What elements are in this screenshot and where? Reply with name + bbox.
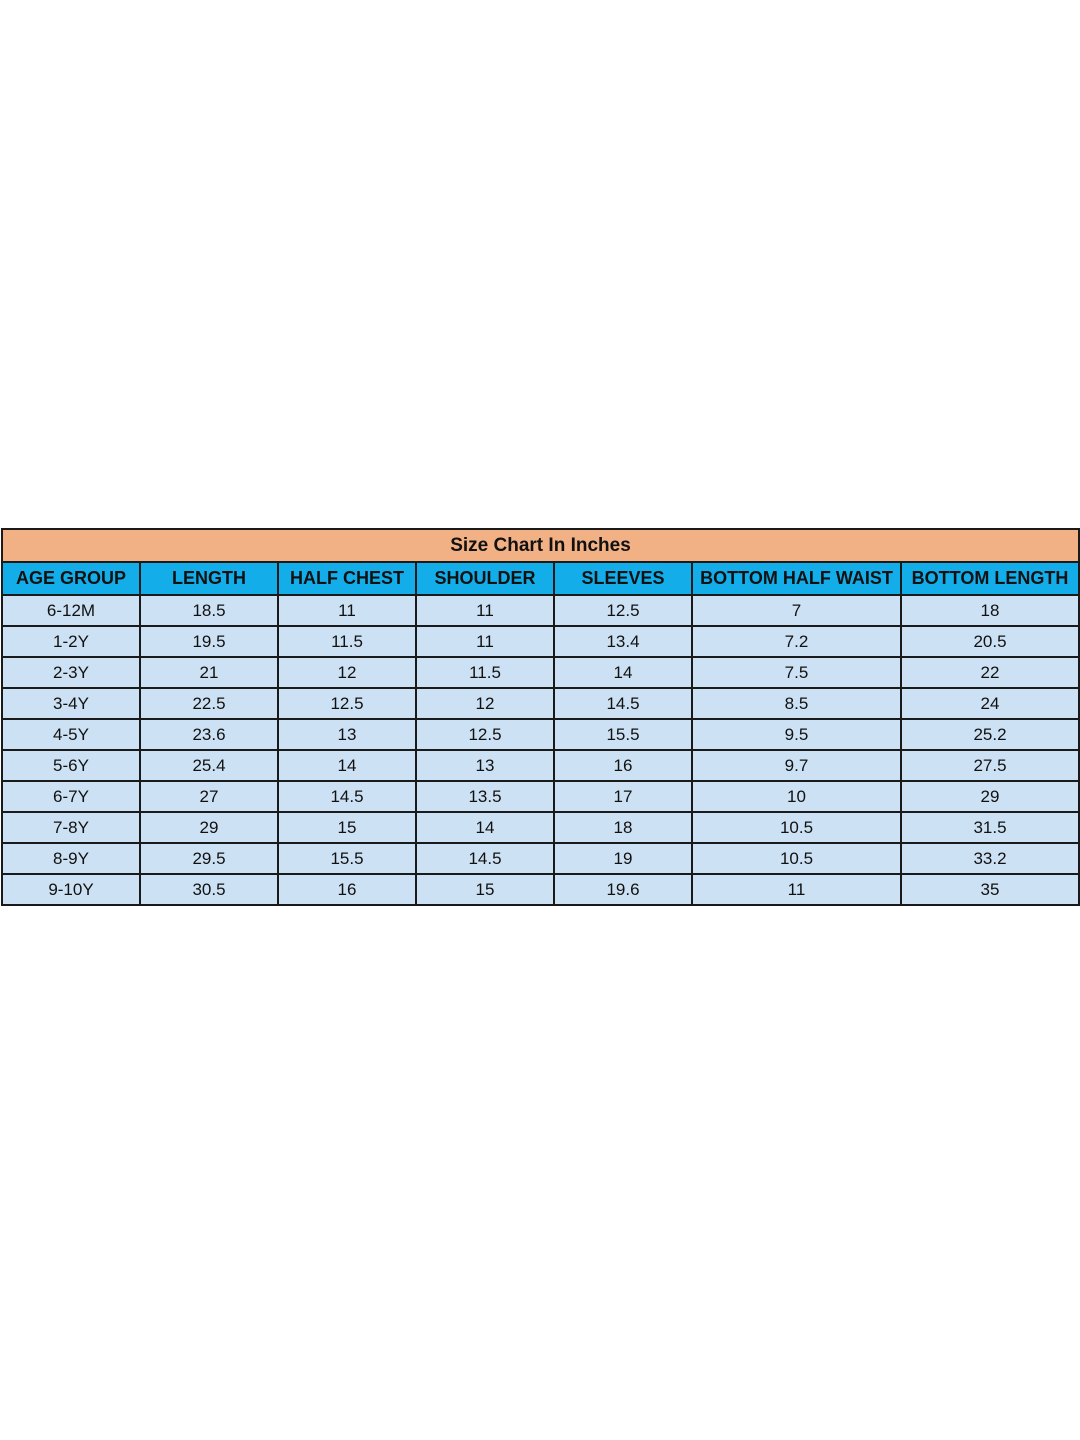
cell-length: 25.4 (140, 750, 278, 781)
column-header-length: LENGTH (140, 562, 278, 595)
cell-bottom-half-waist: 9.7 (692, 750, 901, 781)
cell-shoulder: 14 (416, 812, 554, 843)
table-row (2, 750, 1079, 781)
cell-shoulder: 15 (416, 874, 554, 905)
cell-age-group: 7-8Y (2, 812, 140, 843)
table-row (2, 595, 1079, 626)
cell-sleeves: 19 (554, 843, 692, 874)
cell-bottom-length: 29 (901, 781, 1079, 812)
cell-sleeves: 18 (554, 812, 692, 843)
cell-bottom-half-waist: 10 (692, 781, 901, 812)
cell-bottom-length: 20.5 (901, 626, 1079, 657)
cell-bottom-length: 31.5 (901, 812, 1079, 843)
cell-age-group: 9-10Y (2, 874, 140, 905)
cell-half-chest: 11.5 (278, 626, 416, 657)
cell-bottom-length: 27.5 (901, 750, 1079, 781)
cell-shoulder: 12.5 (416, 719, 554, 750)
cell-age-group: 3-4Y (2, 688, 140, 719)
cell-age-group: 6-7Y (2, 781, 140, 812)
cell-length: 22.5 (140, 688, 278, 719)
cell-half-chest: 16 (278, 874, 416, 905)
cell-age-group: 8-9Y (2, 843, 140, 874)
table-row (2, 626, 1079, 657)
cell-half-chest: 12 (278, 657, 416, 688)
cell-length: 30.5 (140, 874, 278, 905)
cell-bottom-length: 35 (901, 874, 1079, 905)
table-row (2, 843, 1079, 874)
cell-shoulder: 11 (416, 626, 554, 657)
cell-length: 19.5 (140, 626, 278, 657)
cell-bottom-half-waist: 7 (692, 595, 901, 626)
table-row (2, 719, 1079, 750)
cell-length: 23.6 (140, 719, 278, 750)
column-header-age-group: AGE GROUP (2, 562, 140, 595)
size-chart-body (2, 595, 1079, 905)
cell-half-chest: 14 (278, 750, 416, 781)
cell-sleeves: 19.6 (554, 874, 692, 905)
cell-sleeves: 14 (554, 657, 692, 688)
cell-half-chest: 14.5 (278, 781, 416, 812)
cell-age-group: 6-12M (2, 595, 140, 626)
cell-shoulder: 14.5 (416, 843, 554, 874)
cell-bottom-half-waist: 11 (692, 874, 901, 905)
cell-half-chest: 13 (278, 719, 416, 750)
table-row (2, 657, 1079, 688)
cell-bottom-half-waist: 8.5 (692, 688, 901, 719)
title-row (2, 529, 1079, 562)
cell-age-group: 1-2Y (2, 626, 140, 657)
cell-bottom-half-waist: 7.2 (692, 626, 901, 657)
cell-half-chest: 15.5 (278, 843, 416, 874)
chart-title: Size Chart In Inches (2, 529, 1079, 562)
cell-age-group: 2-3Y (2, 657, 140, 688)
cell-length: 29 (140, 812, 278, 843)
size-chart-table (1, 528, 1080, 906)
cell-half-chest: 12.5 (278, 688, 416, 719)
table-row (2, 688, 1079, 719)
cell-sleeves: 17 (554, 781, 692, 812)
cell-shoulder: 12 (416, 688, 554, 719)
column-header-bottom-length: BOTTOM LENGTH (901, 562, 1079, 595)
cell-age-group: 5-6Y (2, 750, 140, 781)
cell-length: 29.5 (140, 843, 278, 874)
cell-length: 27 (140, 781, 278, 812)
cell-sleeves: 15.5 (554, 719, 692, 750)
column-header-sleeves: SLEEVES (554, 562, 692, 595)
column-header-shoulder: SHOULDER (416, 562, 554, 595)
cell-half-chest: 11 (278, 595, 416, 626)
table-row (2, 874, 1079, 905)
table-row (2, 812, 1079, 843)
cell-shoulder: 11 (416, 595, 554, 626)
cell-shoulder: 13.5 (416, 781, 554, 812)
column-header-half-chest: HALF CHEST (278, 562, 416, 595)
cell-bottom-length: 33.2 (901, 843, 1079, 874)
cell-shoulder: 11.5 (416, 657, 554, 688)
header-row (2, 562, 1079, 595)
cell-sleeves: 16 (554, 750, 692, 781)
cell-sleeves: 12.5 (554, 595, 692, 626)
cell-bottom-half-waist: 7.5 (692, 657, 901, 688)
cell-sleeves: 14.5 (554, 688, 692, 719)
cell-shoulder: 13 (416, 750, 554, 781)
cell-length: 18.5 (140, 595, 278, 626)
cell-bottom-half-waist: 9.5 (692, 719, 901, 750)
cell-bottom-length: 22 (901, 657, 1079, 688)
table-row (2, 781, 1079, 812)
cell-length: 21 (140, 657, 278, 688)
cell-bottom-half-waist: 10.5 (692, 812, 901, 843)
cell-bottom-half-waist: 10.5 (692, 843, 901, 874)
cell-bottom-length: 25.2 (901, 719, 1079, 750)
cell-bottom-length: 18 (901, 595, 1079, 626)
cell-age-group: 4-5Y (2, 719, 140, 750)
cell-sleeves: 13.4 (554, 626, 692, 657)
cell-half-chest: 15 (278, 812, 416, 843)
cell-bottom-length: 24 (901, 688, 1079, 719)
column-header-bottom-half-waist: BOTTOM HALF WAIST (692, 562, 901, 595)
